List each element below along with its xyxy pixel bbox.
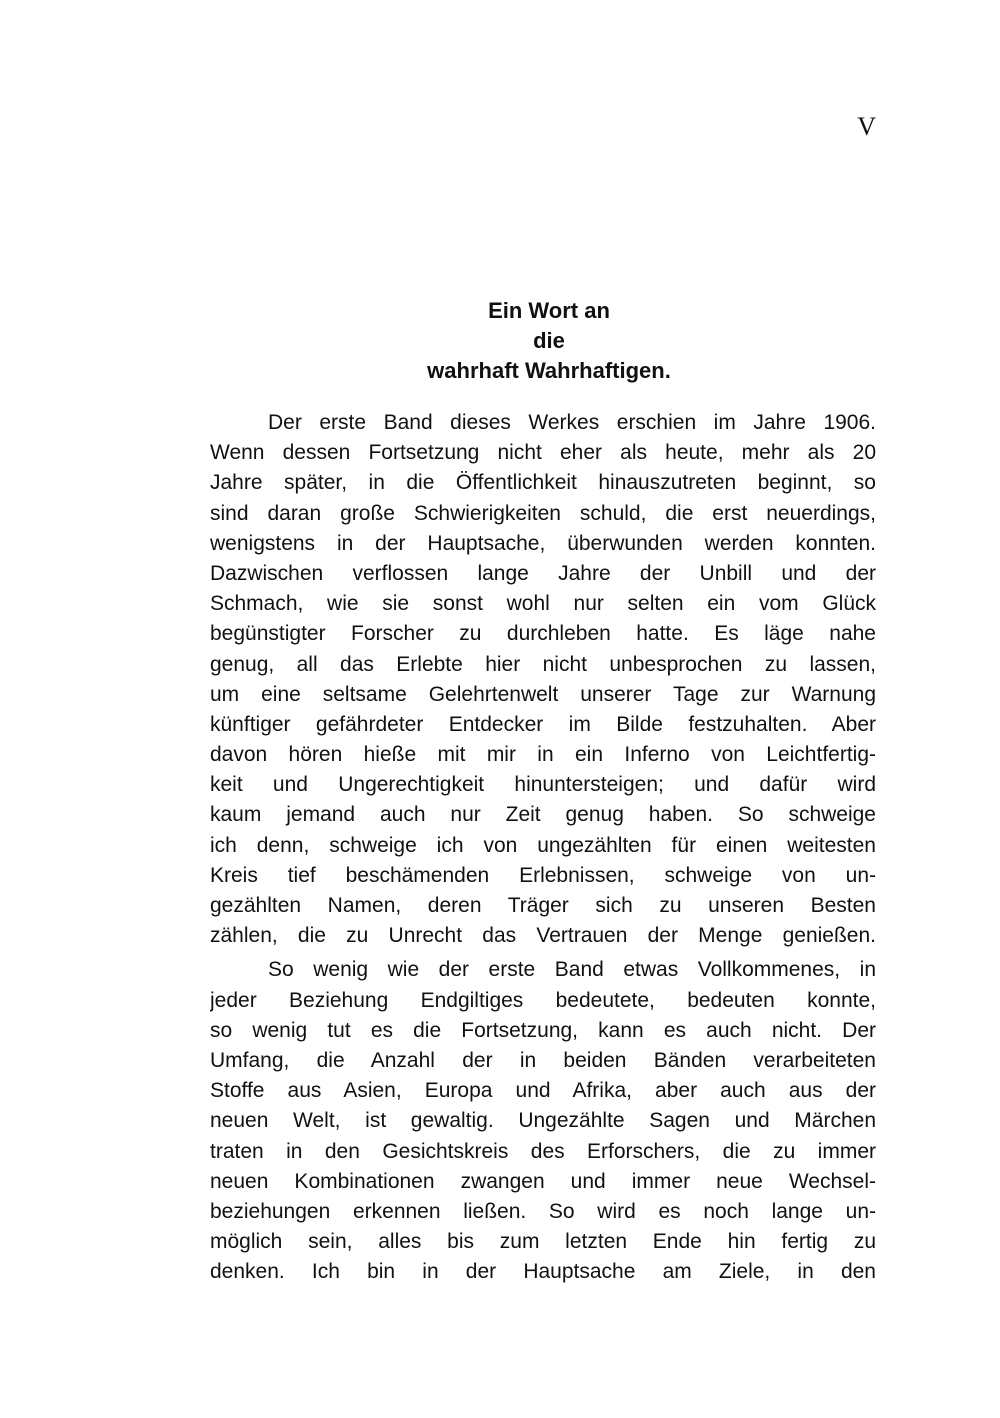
text-line: begünstigter Forscher zu durchleben hatte. Es läge nahe	[210, 622, 876, 646]
text-line: neuen Kombinationen zwangen und immer neue Wechsel-	[210, 1169, 876, 1193]
text-line: ich denn, schweige ich von ungezählten für einen weitesten	[210, 833, 876, 857]
text-line: gezählten Namen, deren Träger sich zu unseren Besten	[210, 894, 876, 917]
text-line: traten in den Gesichtskreis des Erforschers, die zu immer	[210, 1139, 876, 1163]
text-line: Dazwischen verflossen lange Jahre der Unbill und der	[210, 561, 876, 585]
text-line: kaum jemand auch nur Zeit genug haben. So schweige	[210, 803, 876, 827]
text-line: Jahre später, in die Öffentlichkeit hinauszutreten beginnt, so	[210, 471, 876, 495]
text-line: denken. Ich bin in der Hauptsache am Ziele, in den	[210, 1260, 876, 1284]
text-line: um eine seltsame Gelehrtenwelt unserer Tage zur Warnung	[210, 682, 876, 706]
heading-line-2: die	[533, 328, 565, 353]
page-heading	[200, 296, 886, 386]
text-line: neuen Welt, ist gewaltig. Ungezählte Sagen und Märchen	[210, 1109, 876, 1133]
text-line: zählen, die zu Unrecht das Vertrauen der Menge genießen.	[210, 924, 876, 948]
heading-line-3: wahrhaft Wahrhaftigen.	[427, 358, 671, 383]
text-line: so wenig tut es die Fortsetzung, kann es auch nicht. Der	[210, 1018, 876, 1042]
text-line: So wenig wie der erste Band etwas Vollkommenes, in	[268, 958, 876, 982]
paragraph-1	[210, 408, 876, 951]
text-line: beziehungen erkennen ließen. So wird es noch lange un-	[210, 1199, 876, 1223]
text-line: jeder Beziehung Endgiltiges bedeutete, bedeuten konnte,	[210, 988, 876, 1012]
text-line: Kreis tief beschämenden Erlebnissen, schweige von un-	[210, 863, 876, 887]
text-line: wenigstens in der Hauptsache, überwunden werden konnten.	[210, 531, 876, 555]
text-line: davon hören hieße mit mir in ein Inferno von Leichtfertig-	[210, 743, 876, 767]
body-text	[210, 408, 876, 1287]
text-line: möglich sein, alles bis zum letzten Ende hin fertig zu	[210, 1230, 876, 1254]
text-line: Umfang, die Anzahl der in beiden Bänden verarbeiteten	[210, 1048, 876, 1072]
text-line: Schmach, wie sie sonst wohl nur selten ein vom Glück	[210, 592, 876, 616]
text-line: künftiger gefährdeter Entdecker im Bilde festzuhalten. Aber	[210, 712, 876, 736]
page-number: V	[857, 112, 876, 141]
text-line: sind daran große Schwierigkeiten schuld, die erst neuerdings,	[210, 501, 876, 525]
text-line: Stoffe aus Asien, Europa und Afrika, aber auch aus der	[210, 1079, 876, 1103]
heading-line-1: Ein Wort an	[488, 298, 610, 323]
text-line: Der erste Band dieses Werkes erschien im Jahre 1906.	[268, 411, 876, 434]
text-line: keit und Ungerechtigkeit hinuntersteigen; und dafür wird	[210, 773, 876, 797]
paragraph-2	[210, 955, 876, 1287]
text-line: genug, all das Erlebte hier nicht unbesprochen zu lassen,	[210, 652, 876, 676]
text-line: Wenn dessen Fortsetzung nicht eher als heute, mehr als 20	[210, 441, 876, 465]
